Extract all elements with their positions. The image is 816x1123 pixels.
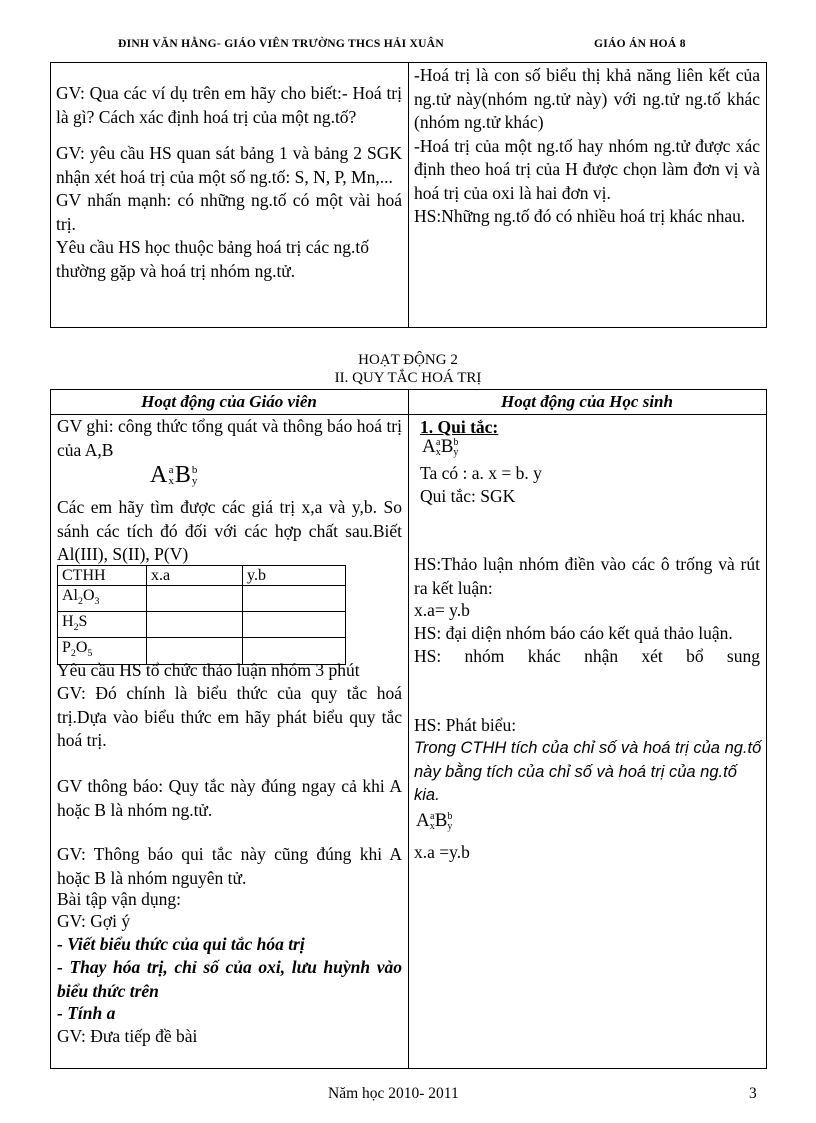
table1-hs-cell xyxy=(414,64,760,229)
col-header-gv: Hoạt động của Giáo viên xyxy=(141,392,317,411)
hs-determine: -Hoá trị của một ng.tố hay nhóm ng.tử được xác định theo hoá trị của H được chọn làm đơn vị và hoá trị của oxi là hai đơn vị. xyxy=(414,135,760,203)
hs-other: HS: nhóm khác nhận xét bổ sung xyxy=(414,646,760,666)
gv-intro: GV ghi: công thức tổng quát và thông báo hoá trị của A,B xyxy=(57,416,402,460)
hs-ta-co: Ta có : a. x = b. y xyxy=(420,463,542,483)
table-row xyxy=(58,612,346,638)
general-formula-hs-2: A a x B b y xyxy=(416,810,453,832)
gv-expr: GV: Đó chính là biểu thức của quy tắc hoá trị.Dựa vào biểu thức em hãy phát biểu quy tắc hoá trị. xyxy=(57,683,402,750)
hs-conclusion: HS:Những ng.tố đó có nhiều hoá trị khác nhau. xyxy=(414,206,746,226)
hs-eq2: x.a =y.b xyxy=(414,842,470,862)
hs-rule-text: Trong CTHH tích của chỉ số và hoá trị của ng.tố này bằng tích của chỉ số và hoá trị của ng.tố kia. xyxy=(414,739,762,804)
compound-h2s: $H_2S$ xyxy=(58,612,147,638)
page-number: 3 xyxy=(749,1085,757,1102)
hs-state: HS: Phát biểu: xyxy=(414,715,517,735)
general-formula-hs-1: A a x B b y xyxy=(422,436,459,458)
col-header-hs: Hoạt động của Học sinh xyxy=(501,392,673,411)
gv-find: Các em hãy tìm được các giá trị x,a và y,b. So sánh các tích đó đối với các hợp chất sau.Biết Al(III), S(II), P(V) xyxy=(57,497,402,564)
activity-title: HOẠT ĐỘNG 2 xyxy=(358,352,458,368)
footer-year: Năm học 2010- 2011 xyxy=(328,1085,459,1102)
mini-header-cthh: CTHH xyxy=(58,566,147,586)
mini-header-yb: y.b xyxy=(243,566,346,586)
gv-next: GV: Đưa tiếp đề bài xyxy=(57,1026,198,1046)
hint-2: - Thay hóa trị, chỉ số của oxi, lưu huỳnh vào biểu thức trên xyxy=(57,957,402,1001)
hs-report: HS: đại diện nhóm báo cáo kết quả thảo luận. xyxy=(414,623,733,643)
header-left: ĐINH VĂN HẰNG- GIÁO VIÊN TRƯỜNG THCS HẢI XUÂN xyxy=(118,38,444,50)
hs-qui-tac: Qui tắc: SGK xyxy=(420,486,516,506)
section-heading: II. QUY TẮC HOÁ TRỊ xyxy=(334,370,482,386)
compound-p2o5: $P_2O_5$ xyxy=(58,638,147,664)
gv-question: GV: Qua các ví dụ trên em hãy cho biết:- Hoá trị là gì? Cách xác định hoá trị của một ng.tố? xyxy=(56,83,402,127)
table1-gv-cell xyxy=(56,82,402,283)
mini-header-xa: x.a xyxy=(147,566,243,586)
hs-eq1: x.a= y.b xyxy=(414,600,470,620)
gv-hint: GV: Gợi ý xyxy=(57,911,131,931)
table-row xyxy=(58,586,346,612)
general-formula-gv: A a x B b y xyxy=(150,462,198,488)
gv-emphasis: GV nhấn mạnh: có những ng.tố có một vài hoá trị. xyxy=(56,190,402,234)
hs-definition: -Hoá trị là con số biểu thị khả năng liên kết của ng.tử này(nhóm ng.tử này) với ng.tử ng.tố khác (nhóm ng.tử khác) xyxy=(414,65,760,132)
gv-exercise: Bài tập vận dụng: xyxy=(57,889,181,909)
hint-1: - Viết biểu thức của qui tắc hóa trị xyxy=(57,934,305,954)
gv-observe: GV: yêu cầu HS quan sát bảng 1 và bảng 2 SGK nhận xét hoá trị của một số ng.tố: S, N, P, Mn,... xyxy=(56,143,402,187)
header-right: GIÁO ÁN HOÁ 8 xyxy=(594,38,686,50)
compound-al2o3: $Al_2O_3$ xyxy=(58,586,147,612)
gv-notice2: GV: Thông báo qui tắc này cũng đúng khi A hoặc B là nhóm nguyên tử. xyxy=(57,844,402,888)
hint-3: - Tính a xyxy=(57,1003,116,1023)
mini-table xyxy=(57,565,346,665)
gv-memorize: Yêu cầu HS học thuộc bảng hoá trị các ng.tố thường gặp và hoá trị nhóm ng.tử. xyxy=(56,237,369,281)
gv-group: Yêu cầu HS tổ chức thảo luận nhóm 3 phút xyxy=(57,660,360,680)
hs-discuss: HS:Thảo luận nhóm điền vào các ô trống và rút ra kết luận: xyxy=(414,554,760,598)
gv-notice1: GV thông báo: Quy tắc này đúng ngay cả khi A hoặc B là nhóm ng.tử. xyxy=(57,776,402,820)
hs-rule-title: 1. Qui tắc: xyxy=(420,417,499,437)
